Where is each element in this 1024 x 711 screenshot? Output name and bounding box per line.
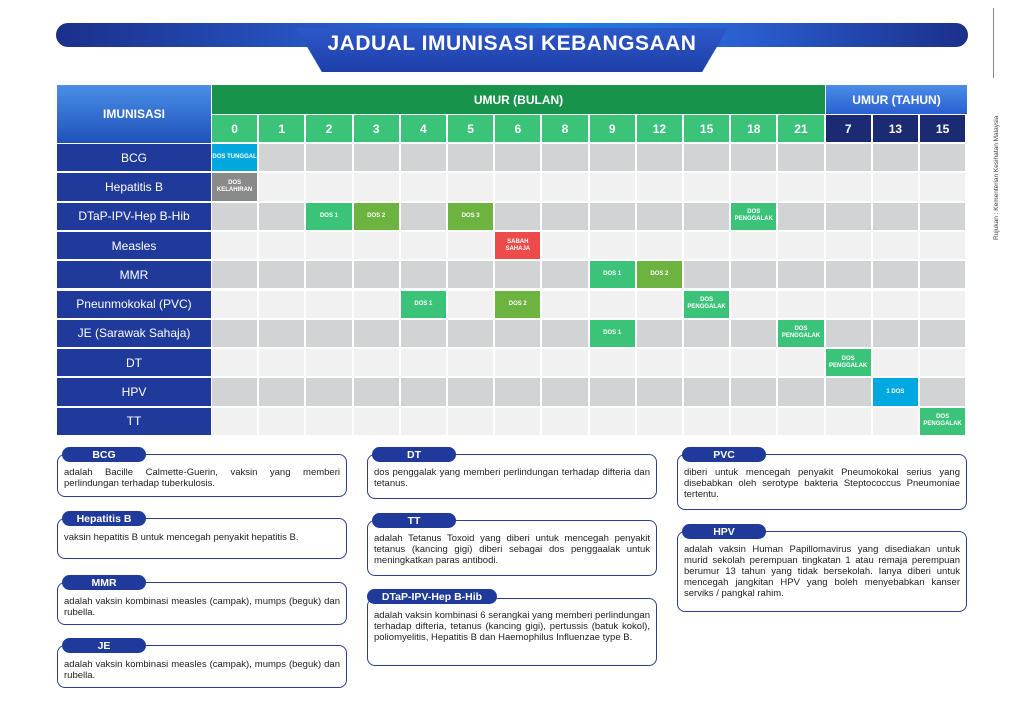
age-month-12: 12 xyxy=(636,114,683,143)
grid-cell xyxy=(589,377,636,406)
legend-text-dtap: adalah vaksin kombinasi 6 serangkai yang memberi perlindungan terhadap difteria, tetanus (kancing gigi), pertussis (batuk kokol), poliomyelitis, Hepatitis B dan Haemophilus Influenzae type B. xyxy=(374,610,650,643)
age-month-6: 6 xyxy=(494,114,541,143)
grid-cell xyxy=(730,290,777,319)
grid-cell xyxy=(777,348,824,377)
legend-tag-dt: DT xyxy=(372,447,456,462)
grid-cell xyxy=(636,348,683,377)
grid-cell xyxy=(541,260,588,289)
age-month-4: 4 xyxy=(400,114,447,143)
grid-cell xyxy=(541,377,588,406)
grid-cell xyxy=(872,260,919,289)
grid-cell xyxy=(258,202,305,231)
header-imunisasi: IMUNISASI xyxy=(57,85,211,143)
grid-cell xyxy=(589,348,636,377)
grid-cell xyxy=(872,348,919,377)
legend-tag-hpv: HPV xyxy=(682,524,766,539)
grid-cell xyxy=(919,202,966,231)
grid-cell xyxy=(872,407,919,436)
grid-cell xyxy=(353,407,400,436)
grid-cell xyxy=(258,319,305,348)
grid-cell xyxy=(541,231,588,260)
grid-cell xyxy=(353,172,400,201)
grid-cell xyxy=(400,231,447,260)
legend-tag-bcg: BCG xyxy=(62,447,146,462)
grid-cell xyxy=(541,172,588,201)
grid-cell xyxy=(919,260,966,289)
grid-cell xyxy=(825,407,872,436)
grid-cell xyxy=(919,231,966,260)
grid-cell xyxy=(872,172,919,201)
age-month-3: 3 xyxy=(353,114,400,143)
grid-cell xyxy=(919,290,966,319)
grid-cell xyxy=(258,290,305,319)
dose-cell: 1 DOS xyxy=(872,377,919,406)
grid-cell xyxy=(258,377,305,406)
grid-cell xyxy=(777,202,824,231)
grid-cell xyxy=(636,231,683,260)
grid-cell xyxy=(494,319,541,348)
legend-tag-je: JE xyxy=(62,638,146,653)
legend-text-mmr: adalah vaksin kombinasi measles (campak), mumps (beguk) dan rubella. xyxy=(64,596,340,618)
grid-cell xyxy=(777,260,824,289)
grid-cell xyxy=(211,231,258,260)
grid-cell xyxy=(353,348,400,377)
dose-cell: DOS KELAHIRAN xyxy=(211,172,258,201)
row-label: Measles xyxy=(57,231,211,260)
grid-cell xyxy=(541,143,588,172)
grid-cell xyxy=(589,290,636,319)
age-month-21: 21 xyxy=(777,114,824,143)
grid-cell xyxy=(494,260,541,289)
legend-text-pvc: diberi untuk mencegah penyakit Pneumokokal serius yang disebabkan oleh serotype bakteria Steptococcus Pneumoniae tertentu. xyxy=(684,467,960,500)
grid-cell xyxy=(447,319,494,348)
grid-cell xyxy=(825,377,872,406)
row-label: Pneunmokokal (PVC) xyxy=(57,290,211,319)
grid-cell xyxy=(541,319,588,348)
grid-cell xyxy=(447,377,494,406)
grid-cell xyxy=(730,231,777,260)
grid-cell xyxy=(353,377,400,406)
grid-cell xyxy=(447,290,494,319)
grid-cell xyxy=(211,319,258,348)
grid-cell xyxy=(494,202,541,231)
grid-cell xyxy=(305,260,352,289)
grid-cell xyxy=(872,231,919,260)
grid-cell xyxy=(730,260,777,289)
grid-cell xyxy=(825,231,872,260)
dose-cell: DOS 1 xyxy=(305,202,352,231)
grid-cell xyxy=(211,407,258,436)
legend-text-hepatitis-b: vaksin hepatitis B untuk mencegah penyakit hepatitis B. xyxy=(64,532,299,543)
grid-cell xyxy=(541,202,588,231)
grid-cell xyxy=(636,143,683,172)
grid-cell xyxy=(447,172,494,201)
dose-cell: DOS 2 xyxy=(636,260,683,289)
grid-cell xyxy=(730,143,777,172)
dose-cell: DOS PENGGALAK xyxy=(730,202,777,231)
grid-cell xyxy=(305,231,352,260)
dose-cell: DOS 3 xyxy=(447,202,494,231)
age-month-0: 0 xyxy=(211,114,258,143)
row-label: BCG xyxy=(57,143,211,172)
age-month-2: 2 xyxy=(305,114,352,143)
legend-tag-tt: TT xyxy=(372,513,456,528)
header-umur-tahun: UMUR (TAHUN) xyxy=(825,85,967,114)
grid-cell xyxy=(636,290,683,319)
grid-cell xyxy=(825,290,872,319)
grid-cell xyxy=(730,172,777,201)
grid-cell xyxy=(447,407,494,436)
row-label: Hepatitis B xyxy=(57,172,211,201)
grid-cell xyxy=(494,143,541,172)
legend-text-bcg: adalah Bacille Calmette-Guerin, vaksin yang memberi perlindungan terhadap tuberkulosis. xyxy=(64,467,340,489)
grid-cell xyxy=(400,202,447,231)
dose-cell: DOS 2 xyxy=(494,290,541,319)
grid-cell xyxy=(589,143,636,172)
grid-cell xyxy=(447,260,494,289)
grid-cell xyxy=(447,348,494,377)
grid-cell xyxy=(777,290,824,319)
grid-cell xyxy=(825,202,872,231)
grid-cell xyxy=(683,202,730,231)
legend-tag-hepatitis-b: Hepatitis B xyxy=(62,511,146,526)
grid-cell xyxy=(683,348,730,377)
grid-cell xyxy=(683,319,730,348)
grid-cell xyxy=(919,377,966,406)
grid-cell xyxy=(258,143,305,172)
grid-cell xyxy=(211,260,258,289)
dose-cell: DOS 1 xyxy=(400,290,447,319)
grid-cell xyxy=(730,377,777,406)
grid-cell xyxy=(353,231,400,260)
grid-cell xyxy=(494,407,541,436)
age-month-8: 8 xyxy=(541,114,588,143)
reference-divider xyxy=(993,8,994,78)
grid-cell xyxy=(258,231,305,260)
grid-cell xyxy=(683,260,730,289)
grid-cell xyxy=(305,319,352,348)
grid-cell xyxy=(353,290,400,319)
grid-cell xyxy=(494,377,541,406)
immunisation-schedule-table xyxy=(57,85,967,436)
grid-cell xyxy=(353,143,400,172)
dose-cell: DOS PENGGALAK xyxy=(825,348,872,377)
reference-note: Rujukan : Kementerian Kesihatan Malaysia xyxy=(993,115,1000,240)
dose-cell: SABAH SAHAJA xyxy=(494,231,541,260)
age-month-18: 18 xyxy=(730,114,777,143)
legend-tag-mmr: MMR xyxy=(62,575,146,590)
legend-text-je: adalah vaksin kombinasi measles (campak), mumps (beguk) dan rubella. xyxy=(64,659,340,681)
grid-cell xyxy=(447,143,494,172)
grid-cell xyxy=(636,407,683,436)
grid-cell xyxy=(636,172,683,201)
row-label: MMR xyxy=(57,260,211,289)
grid-cell xyxy=(683,377,730,406)
grid-cell xyxy=(872,202,919,231)
grid-cell xyxy=(872,319,919,348)
age-month-5: 5 xyxy=(447,114,494,143)
grid-cell xyxy=(589,202,636,231)
grid-cell xyxy=(400,348,447,377)
grid-cell xyxy=(305,143,352,172)
grid-cell xyxy=(258,348,305,377)
grid-cell xyxy=(400,172,447,201)
grid-cell xyxy=(494,348,541,377)
grid-cell xyxy=(258,172,305,201)
grid-cell xyxy=(353,260,400,289)
grid-cell xyxy=(541,407,588,436)
age-month-9: 9 xyxy=(589,114,636,143)
grid-cell xyxy=(211,202,258,231)
grid-cell xyxy=(305,172,352,201)
grid-cell xyxy=(777,143,824,172)
grid-cell xyxy=(589,231,636,260)
grid-cell xyxy=(919,172,966,201)
grid-cell xyxy=(777,231,824,260)
row-label: HPV xyxy=(57,377,211,406)
grid-cell xyxy=(872,143,919,172)
grid-cell xyxy=(636,319,683,348)
grid-cell xyxy=(400,260,447,289)
grid-cell xyxy=(400,319,447,348)
grid-cell xyxy=(683,231,730,260)
row-label: JE (Sarawak Sahaja) xyxy=(57,319,211,348)
grid-cell xyxy=(211,377,258,406)
grid-cell xyxy=(825,260,872,289)
age-month-1: 1 xyxy=(258,114,305,143)
grid-cell xyxy=(447,231,494,260)
grid-cell xyxy=(777,407,824,436)
legend-text-hpv: adalah vaksin Human Papillomavirus yang disediakan untuk murid sekolah perempuan tingkatan 1 atau remaja perempuan berumur 13 tahun yang tidak bersekolah. Ianya diberi untuk mencegah jangkitan HPV yang boleh menyebabkan kanser serviks / pangkal rahim. xyxy=(684,544,960,599)
dose-cell: DOS TUNGGAL xyxy=(211,143,258,172)
grid-cell xyxy=(730,348,777,377)
header-umur-bulan: UMUR (BULAN) xyxy=(211,85,825,114)
grid-cell xyxy=(825,319,872,348)
dose-cell: DOS PENGGALAK xyxy=(683,290,730,319)
legend-text-dt: dos penggalak yang memberi perlindungan terhadap difteria dan tetanus. xyxy=(374,467,650,489)
grid-cell xyxy=(683,143,730,172)
grid-cell xyxy=(777,377,824,406)
grid-cell xyxy=(400,407,447,436)
grid-cell xyxy=(825,143,872,172)
grid-cell xyxy=(919,348,966,377)
grid-cell xyxy=(541,348,588,377)
grid-cell xyxy=(211,348,258,377)
grid-cell xyxy=(211,290,258,319)
grid-cell xyxy=(400,143,447,172)
dose-cell: DOS 1 xyxy=(589,260,636,289)
grid-cell xyxy=(872,290,919,319)
grid-cell xyxy=(589,407,636,436)
grid-cell xyxy=(825,172,872,201)
grid-cell xyxy=(683,172,730,201)
age-year-7: 7 xyxy=(825,114,872,143)
age-month-15: 15 xyxy=(683,114,730,143)
grid-cell xyxy=(305,348,352,377)
grid-cell xyxy=(589,172,636,201)
grid-cell xyxy=(258,260,305,289)
grid-cell xyxy=(494,172,541,201)
grid-cell xyxy=(919,319,966,348)
grid-cell xyxy=(258,407,305,436)
grid-cell xyxy=(353,319,400,348)
grid-cell xyxy=(305,290,352,319)
dose-cell: DOS PENGGALAK xyxy=(777,319,824,348)
grid-cell xyxy=(636,377,683,406)
legend-tag-pvc: PVC xyxy=(682,447,766,462)
grid-cell xyxy=(636,202,683,231)
dose-cell: DOS PENGGALAK xyxy=(919,407,966,436)
grid-cell xyxy=(777,172,824,201)
grid-cell xyxy=(730,407,777,436)
page-title: JADUAL IMUNISASI KEBANGSAAN xyxy=(327,32,697,55)
grid-cell xyxy=(919,143,966,172)
dose-cell: DOS 1 xyxy=(589,319,636,348)
dose-cell: DOS 2 xyxy=(353,202,400,231)
legend-text-tt: adalah Tetanus Toxoid yang diberi untuk mencegah penyakit tetanus (kancing gigi) diberi sebagai dos penggaalak untuk meningkatkan paras antibodi. xyxy=(374,533,650,566)
grid-cell xyxy=(683,407,730,436)
legend-tag-dtap: DTaP-IPV-Hep B-Hib xyxy=(367,589,497,604)
grid-cell xyxy=(305,377,352,406)
row-label: DT xyxy=(57,348,211,377)
age-year-15: 15 xyxy=(919,114,966,143)
row-label: TT xyxy=(57,407,211,436)
age-year-13: 13 xyxy=(872,114,919,143)
grid-cell xyxy=(400,377,447,406)
row-label: DTaP-IPV-Hep B-Hib xyxy=(57,202,211,231)
grid-cell xyxy=(730,319,777,348)
grid-cell xyxy=(541,290,588,319)
grid-cell xyxy=(305,407,352,436)
